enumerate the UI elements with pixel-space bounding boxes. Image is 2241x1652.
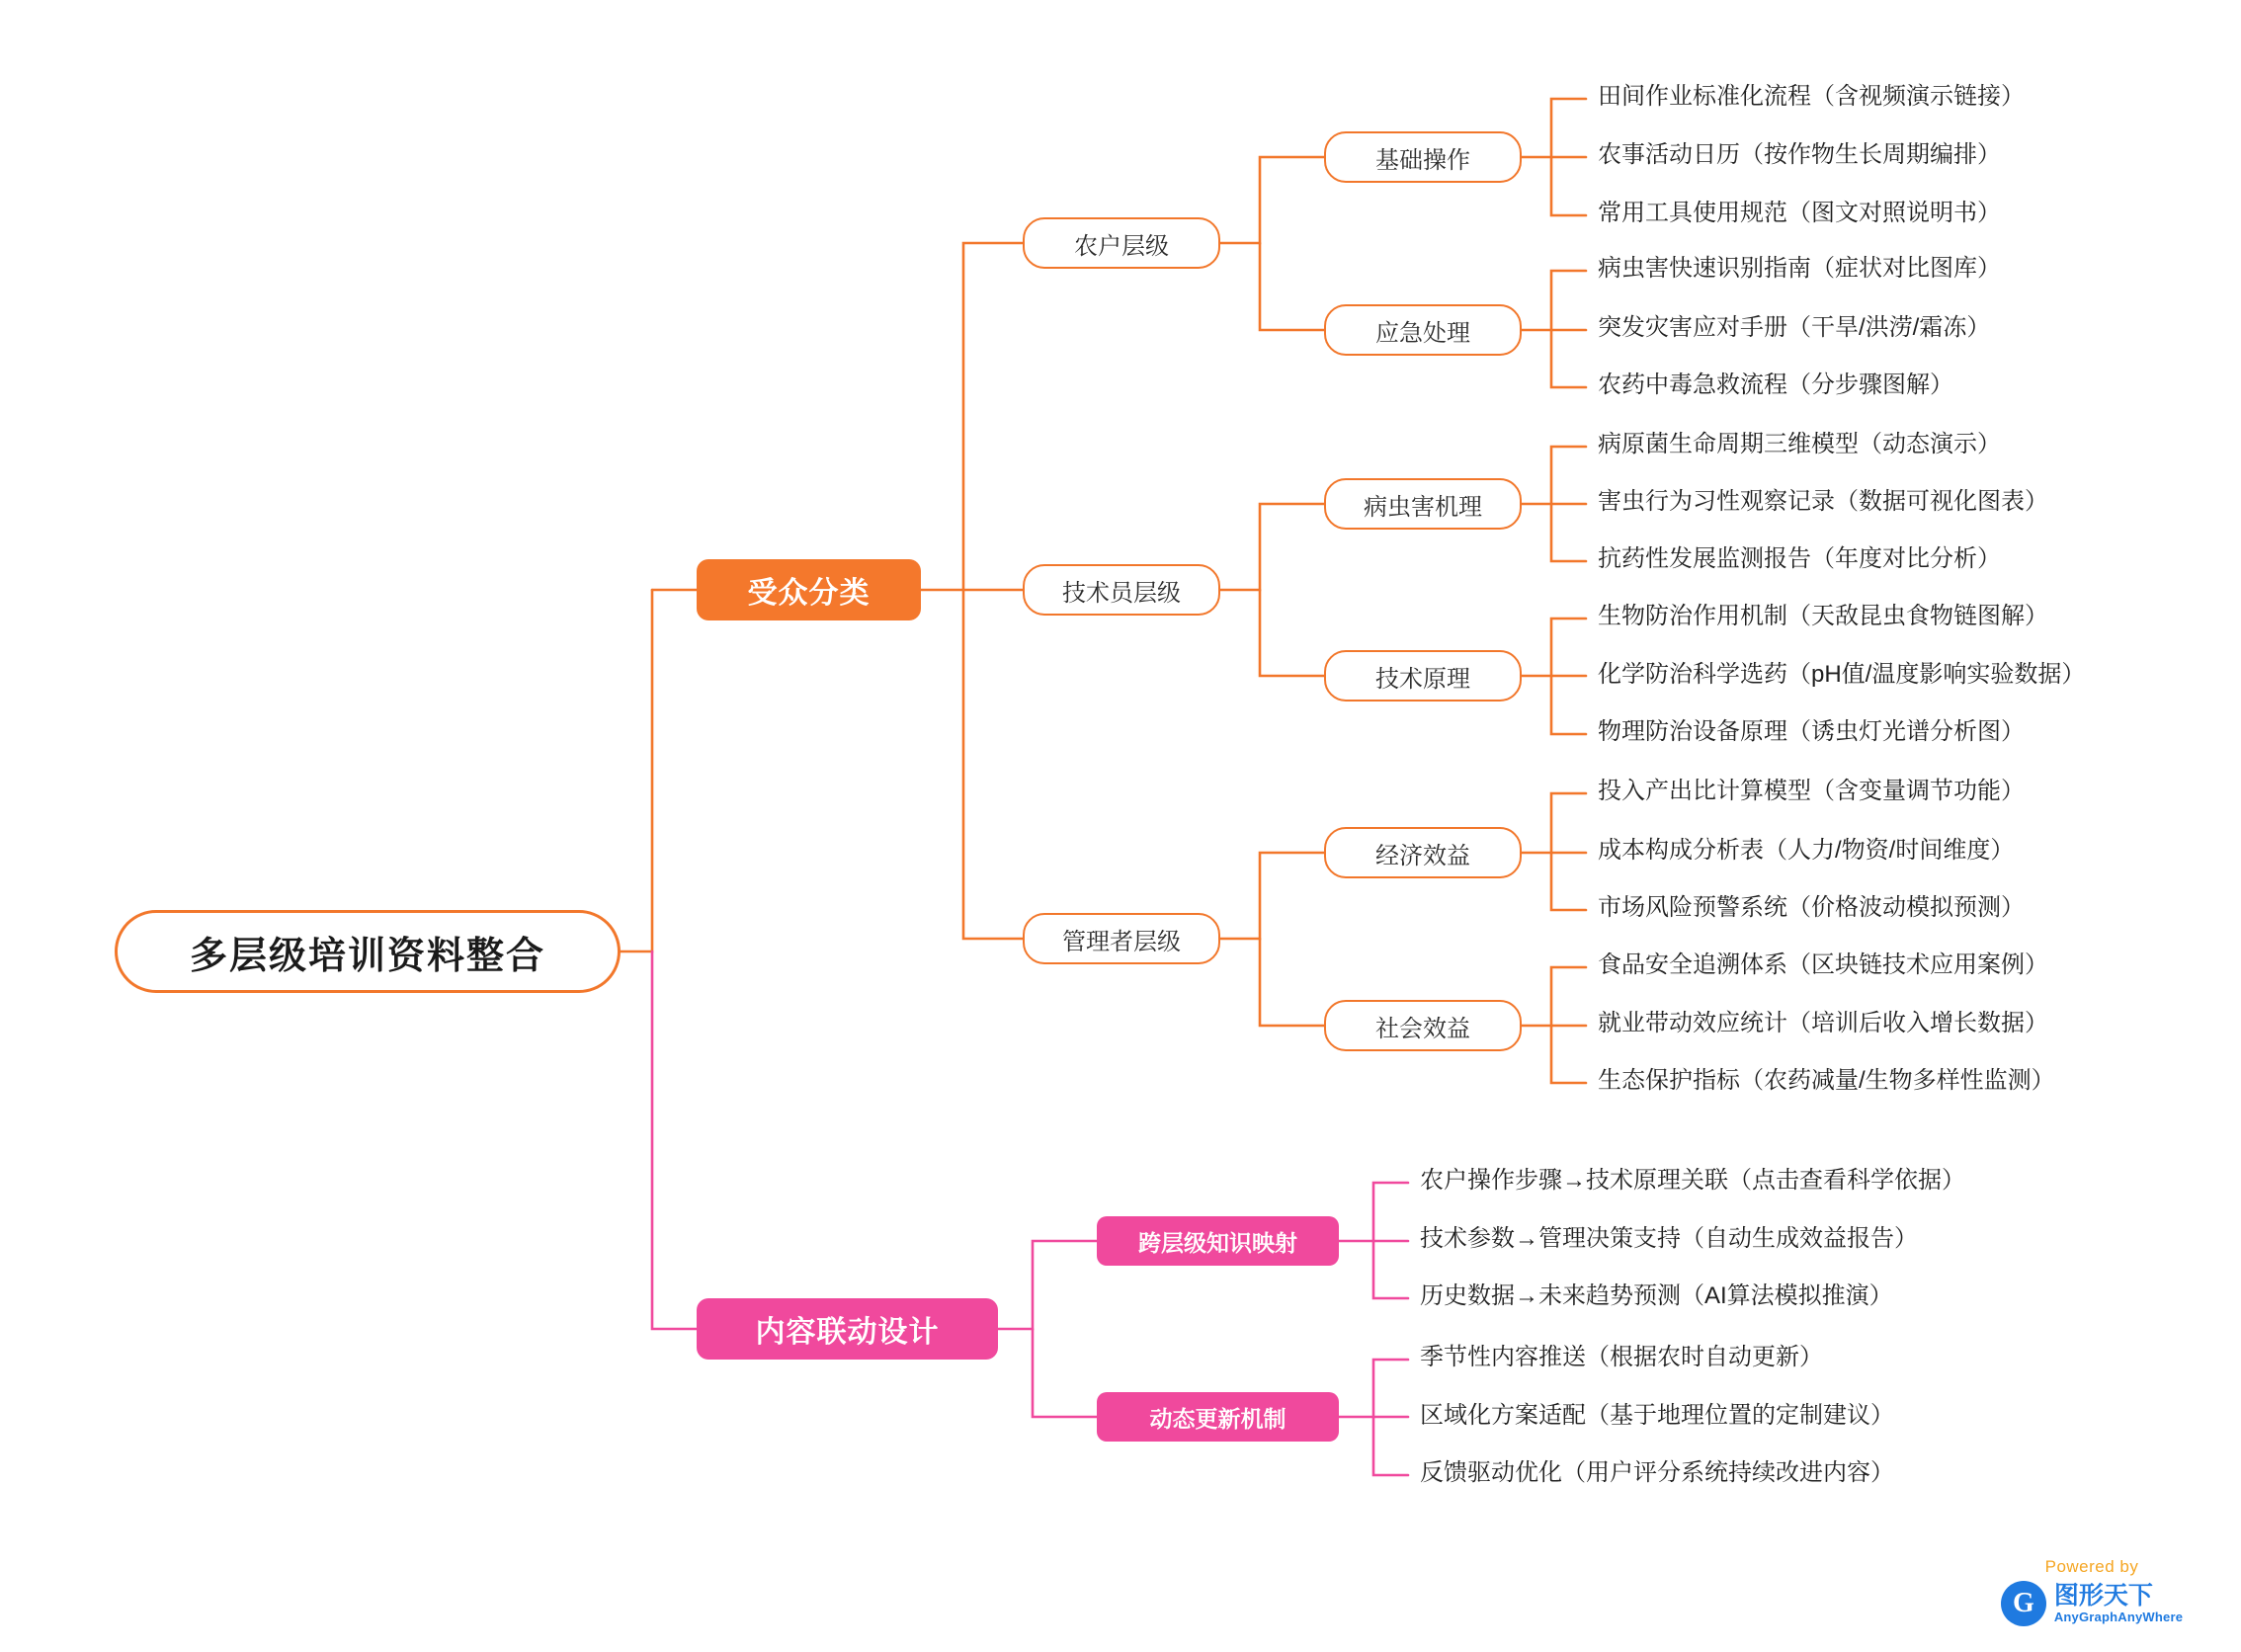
watermark xyxy=(1978,1557,2205,1626)
branch-label: 内容联动设计 xyxy=(755,1316,940,1349)
leaf-label: 农事活动日历（按作物生长周期编排） xyxy=(1598,141,2001,168)
leaf-label: 常用工具使用规范（图文对照说明书） xyxy=(1598,200,2001,226)
leaf-label: 化学防治科学选药（pH值/温度影响实验数据） xyxy=(1598,661,2086,688)
leaf-label: 生物防治作用机制（天敌昆虫食物链图解） xyxy=(1598,603,2048,629)
leaf-item[interactable] xyxy=(1598,953,2048,977)
node-label: 病虫害机理 xyxy=(1364,493,1482,521)
leaf-item[interactable] xyxy=(1598,1069,2055,1093)
leaf-label: 农药中毒急救流程（分步骤图解） xyxy=(1598,372,1953,398)
node-label: 社会效益 xyxy=(1375,1015,1470,1042)
leaf-label: 历史数据→未来趋势预测（AI算法模拟推演） xyxy=(1420,1282,1893,1309)
branch-node-linkage[interactable] xyxy=(697,1298,998,1360)
leaf-label: 病虫害快速识别指南（症状对比图库） xyxy=(1598,255,2001,282)
leaf-item[interactable] xyxy=(1598,490,2048,514)
node-pest-mechanism[interactable] xyxy=(1324,478,1522,530)
node-economic-benefit[interactable] xyxy=(1324,827,1522,878)
root-node[interactable] xyxy=(115,910,621,993)
branch-node-audience[interactable] xyxy=(697,559,921,620)
leaf-label: 食品安全追溯体系（区块链技术应用案例） xyxy=(1598,951,2048,978)
branch-label: 受众分类 xyxy=(747,577,871,610)
brand-name-en: AnyGraphAnyWhere xyxy=(2053,1609,2184,1624)
leaf-label: 害虫行为习性观察记录（数据可视化图表） xyxy=(1598,488,2048,515)
leaf-item[interactable] xyxy=(1598,202,2001,225)
leaf-item[interactable] xyxy=(1420,1284,1893,1308)
leaf-item[interactable] xyxy=(1598,720,2025,744)
root-node-label: 多层级培训资料整合 xyxy=(189,935,545,977)
leaf-label: 抗药性发展监测报告（年度对比分析） xyxy=(1598,545,2001,572)
leaf-item[interactable] xyxy=(1598,316,1990,340)
leaf-label: 就业带动效应统计（培训后收入增长数据） xyxy=(1598,1010,2048,1036)
node-label: 跨层级知识映射 xyxy=(1138,1229,1297,1256)
leaf-item[interactable] xyxy=(1598,257,2001,281)
node-technical-principle[interactable] xyxy=(1324,650,1522,702)
leaf-item[interactable] xyxy=(1420,1346,1823,1369)
leaf-item[interactable] xyxy=(1598,896,2025,920)
leaf-label: 农户操作步骤→技术原理关联（点击查看科学依据） xyxy=(1420,1167,1965,1194)
leaf-item[interactable] xyxy=(1420,1227,1918,1251)
leaf-item[interactable] xyxy=(1598,839,2014,863)
leaf-label: 物理防治设备原理（诱虫灯光谱分析图） xyxy=(1598,718,2025,745)
node-basic-operations[interactable] xyxy=(1324,131,1522,183)
leaf-item[interactable] xyxy=(1598,433,2001,456)
leaf-item[interactable] xyxy=(1598,85,2025,109)
leaf-label: 突发灾害应对手册（干旱/洪涝/霜冻） xyxy=(1598,314,1991,341)
brand-name-cn: 图形天下 xyxy=(2053,1582,2153,1611)
leaf-item[interactable] xyxy=(1420,1404,1894,1428)
node-farmer-level[interactable] xyxy=(1023,217,1220,269)
leaf-label: 生态保护指标（农药减量/生物多样性监测） xyxy=(1598,1067,2055,1094)
leaf-label: 病原菌生命周期三维模型（动态演示） xyxy=(1598,431,2001,457)
leaf-item[interactable] xyxy=(1420,1461,1894,1485)
leaf-item[interactable] xyxy=(1598,605,2048,628)
powered-by-label: Powered by xyxy=(2044,1557,2139,1576)
node-label: 技术员层级 xyxy=(1062,579,1181,607)
leaf-label: 季节性内容推送（根据农时自动更新） xyxy=(1420,1344,1823,1370)
node-dynamic-update[interactable] xyxy=(1097,1392,1339,1442)
leaf-label: 成本构成分析表（人力/物资/时间维度） xyxy=(1598,837,2015,864)
leaf-item[interactable] xyxy=(1598,780,2025,803)
node-social-benefit[interactable] xyxy=(1324,1000,1522,1051)
leaf-label: 投入产出比计算模型（含变量调节功能） xyxy=(1598,778,2025,804)
leaf-item[interactable] xyxy=(1420,1169,1965,1193)
node-emergency-handling[interactable] xyxy=(1324,304,1522,356)
node-label: 动态更新机制 xyxy=(1149,1405,1286,1432)
leaf-label: 市场风险预警系统（价格波动模拟预测） xyxy=(1598,894,2025,921)
leaf-label: 技术参数→管理决策支持（自动生成效益报告） xyxy=(1420,1225,1918,1252)
leaf-item[interactable] xyxy=(1598,547,2001,571)
leaf-label: 区域化方案适配（基于地理位置的定制建议） xyxy=(1420,1402,1894,1429)
node-label: 技术原理 xyxy=(1375,665,1470,693)
node-label: 应急处理 xyxy=(1375,319,1470,347)
node-technician-level[interactable] xyxy=(1023,564,1220,616)
leaf-item[interactable] xyxy=(1598,143,2001,167)
node-label: 基础操作 xyxy=(1375,146,1470,174)
brand-logo-icon: G xyxy=(2001,1581,2046,1626)
leaf-item[interactable] xyxy=(1598,373,1953,397)
node-manager-level[interactable] xyxy=(1023,913,1220,964)
leaf-item[interactable] xyxy=(1598,663,2085,687)
node-label: 农户层级 xyxy=(1074,232,1169,260)
leaf-label: 田间作业标准化流程（含视频演示链接） xyxy=(1598,83,2025,110)
node-cross-level-mapping[interactable] xyxy=(1097,1216,1339,1266)
node-label: 经济效益 xyxy=(1375,842,1470,869)
leaf-label: 反馈驱动优化（用户评分系统持续改进内容） xyxy=(1420,1459,1894,1486)
leaf-item[interactable] xyxy=(1598,1012,2048,1035)
node-label: 管理者层级 xyxy=(1062,928,1181,955)
